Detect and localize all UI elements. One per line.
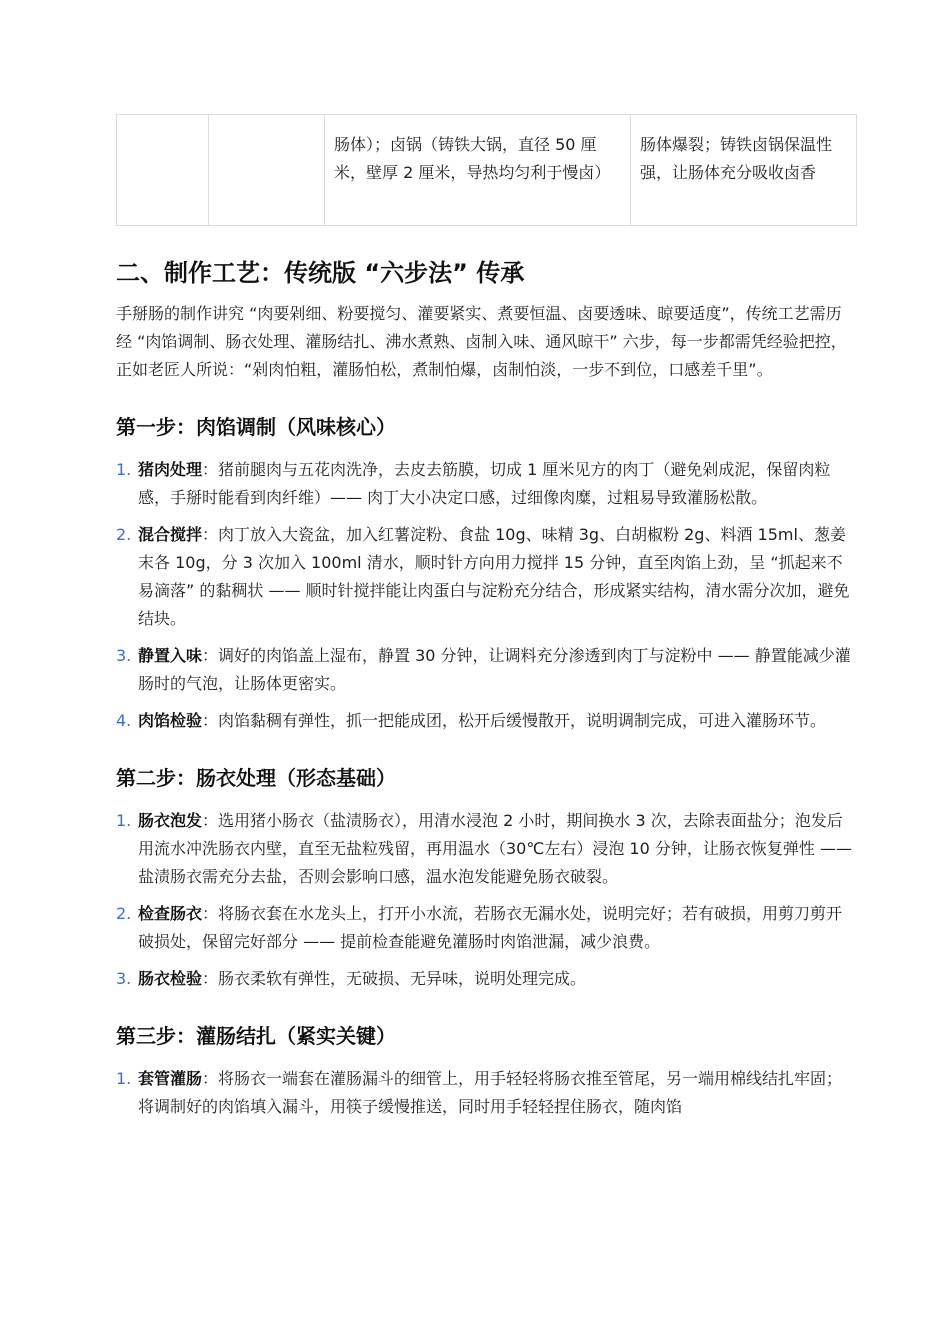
item-text: ：选用猪小肠衣（盐渍肠衣），用清水浸泡 2 小时，期间换水 3 次，去除表面盐分；泡发后用流水冲洗肠衣内壁，直至无盐粒残留，再用温水（30℃左右）浸泡 10 分钟，让肠衣恢复弹性 —— 盐渍肠衣需充分去盐，否则会影响口感，温水泡发能避免肠衣破裂。	[138, 811, 852, 886]
table-cell-col3: 肠体）；卤锅（铸铁大锅，直径 50 厘米，壁厚 2 厘米，导热均匀利于慢卤）	[325, 115, 631, 226]
list-number: 3.	[116, 646, 132, 665]
section-heading: 二、制作工艺：传统版 “六步法” 传承	[116, 259, 525, 287]
section-intro: 手掰肠的制作讲究 “肉要剁细、粉要搅匀、灌要紧实、煮要恒温、卤要透味、晾要适度”，传统工艺需历经 “肉馅调制、肠衣处理、灌肠结扎、沸水煮熟、卤制入味、通风晾干” 六步，每一步都需凭经验把控，正如老匠人所说：“剁肉怕粗，灌肠怕松，煮制怕爆，卤制怕淡，一步不到位，口感差千里”。	[116, 304, 847, 379]
item-label: 肉馅检验	[138, 711, 203, 730]
item-label: 猪肉处理	[138, 460, 203, 479]
item-text: ：肉丁放入大瓷盆，加入红薯淀粉、食盐 10g、味精 3g、白胡椒粉 2g、料酒 15ml、葱姜末各 10g，分 3 次加入 100ml 清水，顺时针方向用力搅拌 15 分钟，直至肉馅上劲，呈 “抓起来不易滴落” 的黏稠状 —— 顺时针搅拌能让肉蛋白与淀粉充分结合，形成紧实结构，清水需分次加，避免结块。	[138, 525, 850, 628]
table-row	[117, 115, 857, 226]
list-item	[116, 1065, 856, 1121]
step-3-heading: 第三步：灌肠结扎（紧实关键）	[116, 1024, 396, 1048]
item-text: ：调好的肉馅盖上湿布，静置 30 分钟，让调料充分渗透到肉丁与淀粉中 —— 静置能减少灌肠时的气泡，让肠体更密实。	[138, 646, 851, 693]
spec-table	[116, 114, 857, 226]
item-label: 静置入味	[138, 646, 203, 665]
list-number: 1.	[116, 460, 132, 479]
list-number: 3.	[116, 969, 132, 988]
item-label: 混合搅拌	[138, 525, 203, 544]
table-cell-col4: 肠体爆裂；铸铁卤锅保温性强，让肠体充分吸收卤香	[631, 115, 857, 226]
list-item	[116, 900, 856, 956]
list-item	[116, 807, 856, 891]
list-item	[116, 456, 856, 512]
document-page	[116, 114, 856, 1130]
list-item	[116, 965, 856, 993]
table-cell-col2	[209, 115, 325, 226]
list-item	[116, 707, 856, 735]
item-text: ：猪前腿肉与五花肉洗净，去皮去筋膜，切成 1 厘米见方的肉丁（避免剁成泥，保留肉粒感，手掰时能看到肉纤维）—— 肉丁大小决定口感，过细像肉糜，过粗易导致灌肠松散。	[138, 460, 831, 507]
step-1-heading: 第一步：肉馅调制（风味核心）	[116, 415, 396, 439]
list-number: 1.	[116, 811, 132, 830]
item-text: ：将肠衣一端套在灌肠漏斗的细管上，用手轻轻将肠衣推至管尾，另一端用棉线结扎牢固；将调制好的肉馅填入漏斗，用筷子缓慢推送，同时用手轻轻捏住肠衣，随肉馅	[138, 1069, 843, 1116]
step-1-list	[116, 456, 856, 735]
list-number: 1.	[116, 1069, 132, 1088]
item-label: 肠衣泡发	[138, 811, 203, 830]
item-label: 肠衣检验	[138, 969, 203, 988]
item-label: 检查肠衣	[138, 904, 203, 923]
step-2-list	[116, 807, 856, 993]
list-number: 2.	[116, 904, 132, 923]
table-cell-col1	[117, 115, 209, 226]
item-text: ：肠衣柔软有弹性，无破损、无异味，说明处理完成。	[202, 969, 587, 988]
item-text: ：肉馅黏稠有弹性，抓一把能成团，松开后缓慢散开，说明调制完成，可进入灌肠环节。	[202, 711, 827, 730]
step-3-list	[116, 1065, 856, 1121]
list-item	[116, 642, 856, 698]
item-label: 套管灌肠	[138, 1069, 203, 1088]
step-2-heading: 第二步：肠衣处理（形态基础）	[116, 766, 396, 790]
list-number: 4.	[116, 711, 132, 730]
list-item	[116, 521, 856, 633]
item-text: ：将肠衣套在水龙头上，打开小水流，若肠衣无漏水处，说明完好；若有破损，用剪刀剪开破损处，保留完好部分 —— 提前检查能避免灌肠时肉馅泄漏，减少浪费。	[138, 904, 843, 951]
list-number: 2.	[116, 525, 132, 544]
